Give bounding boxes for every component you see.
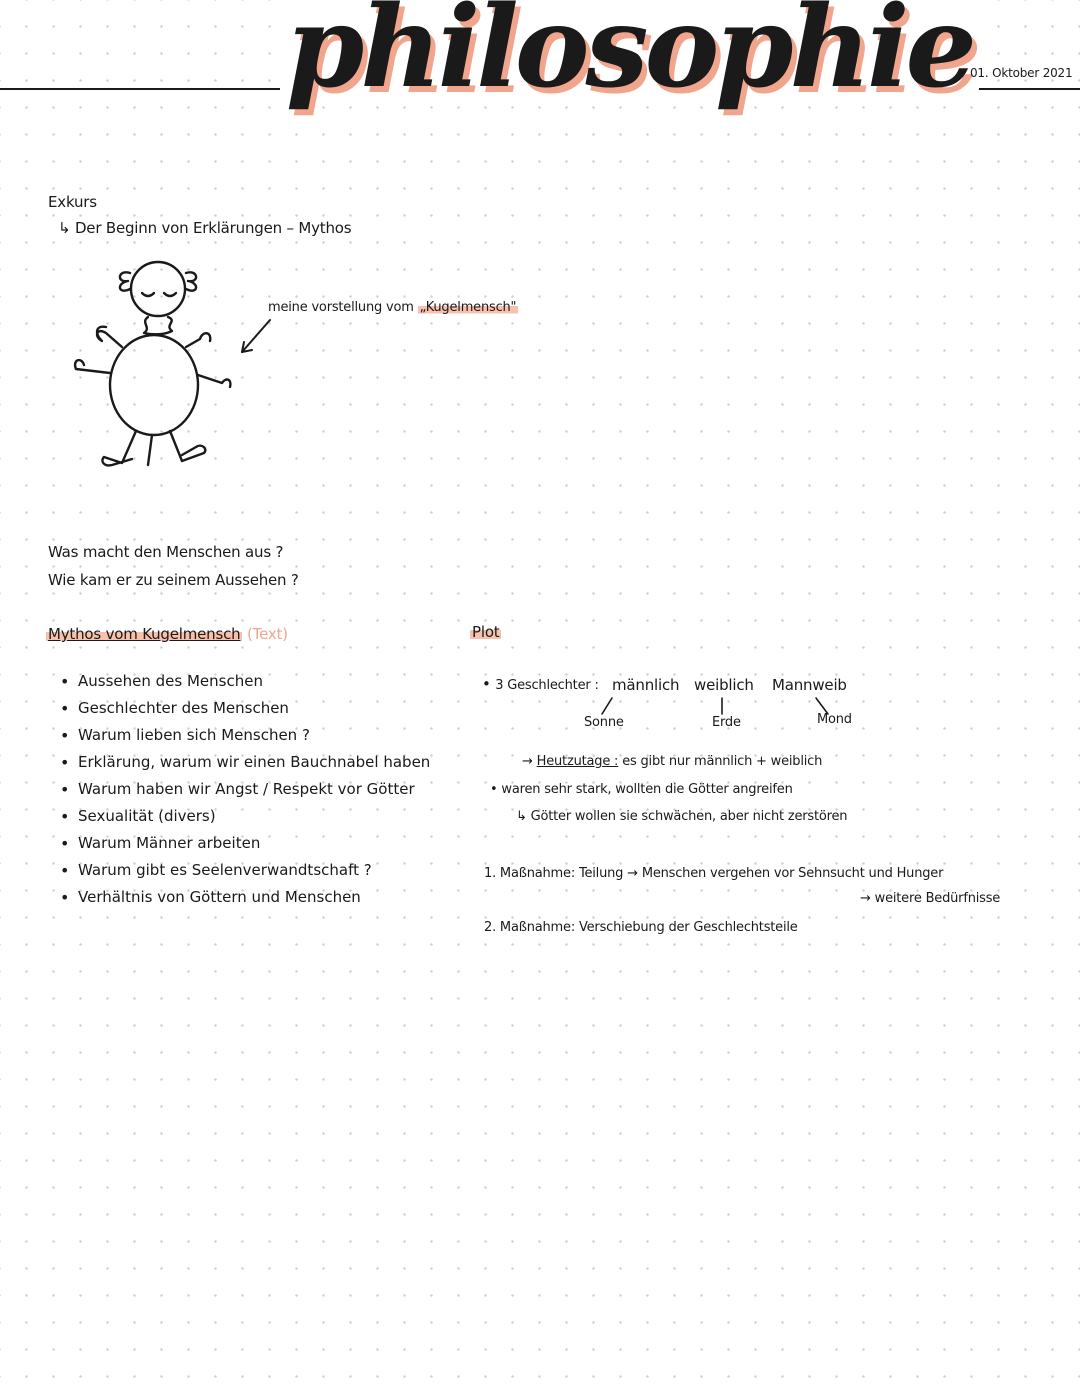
today-text: es gibt nur männlich + weiblich — [622, 754, 823, 769]
mythos-bullet-list — [56, 668, 430, 911]
eye-right — [164, 293, 176, 296]
head — [131, 262, 185, 316]
eye-left — [142, 293, 154, 296]
mythos-heading — [46, 625, 288, 643]
kugelmensch-drawing — [60, 255, 260, 485]
list-item: • Geschlechter des Menschen — [56, 695, 430, 722]
gender-source-moon: Mond — [817, 712, 852, 727]
measure-2 — [484, 920, 798, 935]
page-date: 01. Oktober 2021 — [970, 66, 1073, 80]
arm-left-lower — [75, 360, 110, 373]
leg-mid — [148, 435, 152, 465]
measure-1-sub-text: weitere Bedürfnisse — [874, 891, 1001, 906]
list-item: • Warum lieben sich Menschen ? — [56, 722, 430, 749]
list-item: • Warum Männer arbeiten — [56, 830, 430, 857]
exkurs-arrow-icon: ↳ — [58, 219, 71, 237]
list-item: • Sexualität (divers) — [56, 803, 430, 830]
list-item: • Warum gibt es Seelenverwandtschaft ? — [56, 857, 430, 884]
strong-text: waren sehr stark, wollten die Götter angreifen — [501, 782, 793, 797]
strong-bullet: • — [490, 782, 498, 797]
exkurs-subline-text: Der Beginn von Erklärungen – Mythos — [74, 219, 352, 237]
mythos-heading-text: Mythos vom Kugelmensch — [48, 625, 241, 643]
question-2: Wie kam er zu seinem Aussehen ? — [48, 571, 299, 589]
question-1: Was macht den Menschen aus ? — [48, 543, 284, 561]
today-arrow-icon: → — [522, 754, 533, 769]
exkurs-heading: Exkurs — [48, 193, 97, 211]
neck — [144, 317, 172, 334]
exkurs-subline — [58, 219, 351, 237]
drawing-caption — [268, 300, 518, 315]
title-rule-left — [0, 88, 300, 90]
today-line — [522, 754, 822, 769]
today-label: Heutzutage : — [536, 754, 619, 769]
plot-heading — [470, 623, 501, 641]
arm-right-lower — [198, 375, 230, 387]
mythos-heading-note: (Text) — [247, 625, 288, 643]
plot-heading-text: Plot — [472, 623, 500, 641]
arm-right-upper — [186, 333, 210, 347]
measure-2-label: 2. Maßnahme: — [484, 920, 575, 935]
leg-right — [170, 431, 205, 461]
drawing-caption-prefix: meine vorstellung vom — [268, 300, 414, 315]
genders-bullet: • — [482, 675, 491, 693]
drawing-caption-highlight: „Kugelmensch" — [419, 300, 517, 315]
measure-1-label: 1. Maßnahme: — [484, 866, 575, 881]
gender-source-sun: Sonne — [584, 715, 624, 730]
measure-1-result: Menschen vergehen vor Sehnsucht und Hunger — [641, 866, 944, 881]
hair-left — [120, 272, 130, 290]
measure-1-sub — [860, 891, 1000, 906]
list-item: • Erklärung, warum wir einen Bauchnabel haben — [56, 749, 430, 776]
gods-line — [516, 809, 847, 824]
measure-2-text: Verschiebung der Geschlechtsteile — [578, 920, 798, 935]
measure-1-text: Teilung — [578, 866, 624, 881]
strong-line — [490, 782, 793, 797]
list-item: • Verhältnis von Göttern und Menschen — [56, 884, 430, 911]
measure-1-arrow-icon: → — [627, 866, 638, 881]
arm-left-upper — [97, 327, 122, 347]
body — [110, 335, 198, 435]
gender-female: weiblich — [694, 676, 754, 694]
genders-intro: 3 Geschlechter : — [495, 678, 599, 693]
caption-arrow-icon — [238, 316, 278, 356]
gender-mixed: Mannweib — [772, 676, 847, 694]
list-item: • Warum haben wir Angst / Respekt vor Götter — [56, 776, 430, 803]
gods-arrow-icon: ↳ — [516, 809, 527, 824]
page-title: philosophie — [280, 0, 979, 104]
hair-right — [186, 272, 196, 290]
genders-line — [482, 675, 599, 693]
measure-1 — [484, 866, 943, 881]
gods-text: Götter wollen sie schwächen, aber nicht zerstören — [530, 809, 848, 824]
measure-1-sub-arrow-icon: → — [860, 891, 871, 906]
gender-source-earth: Erde — [712, 715, 741, 730]
leg-left — [102, 431, 136, 465]
list-item: • Aussehen des Menschen — [56, 668, 430, 695]
gender-male: männlich — [612, 676, 680, 694]
